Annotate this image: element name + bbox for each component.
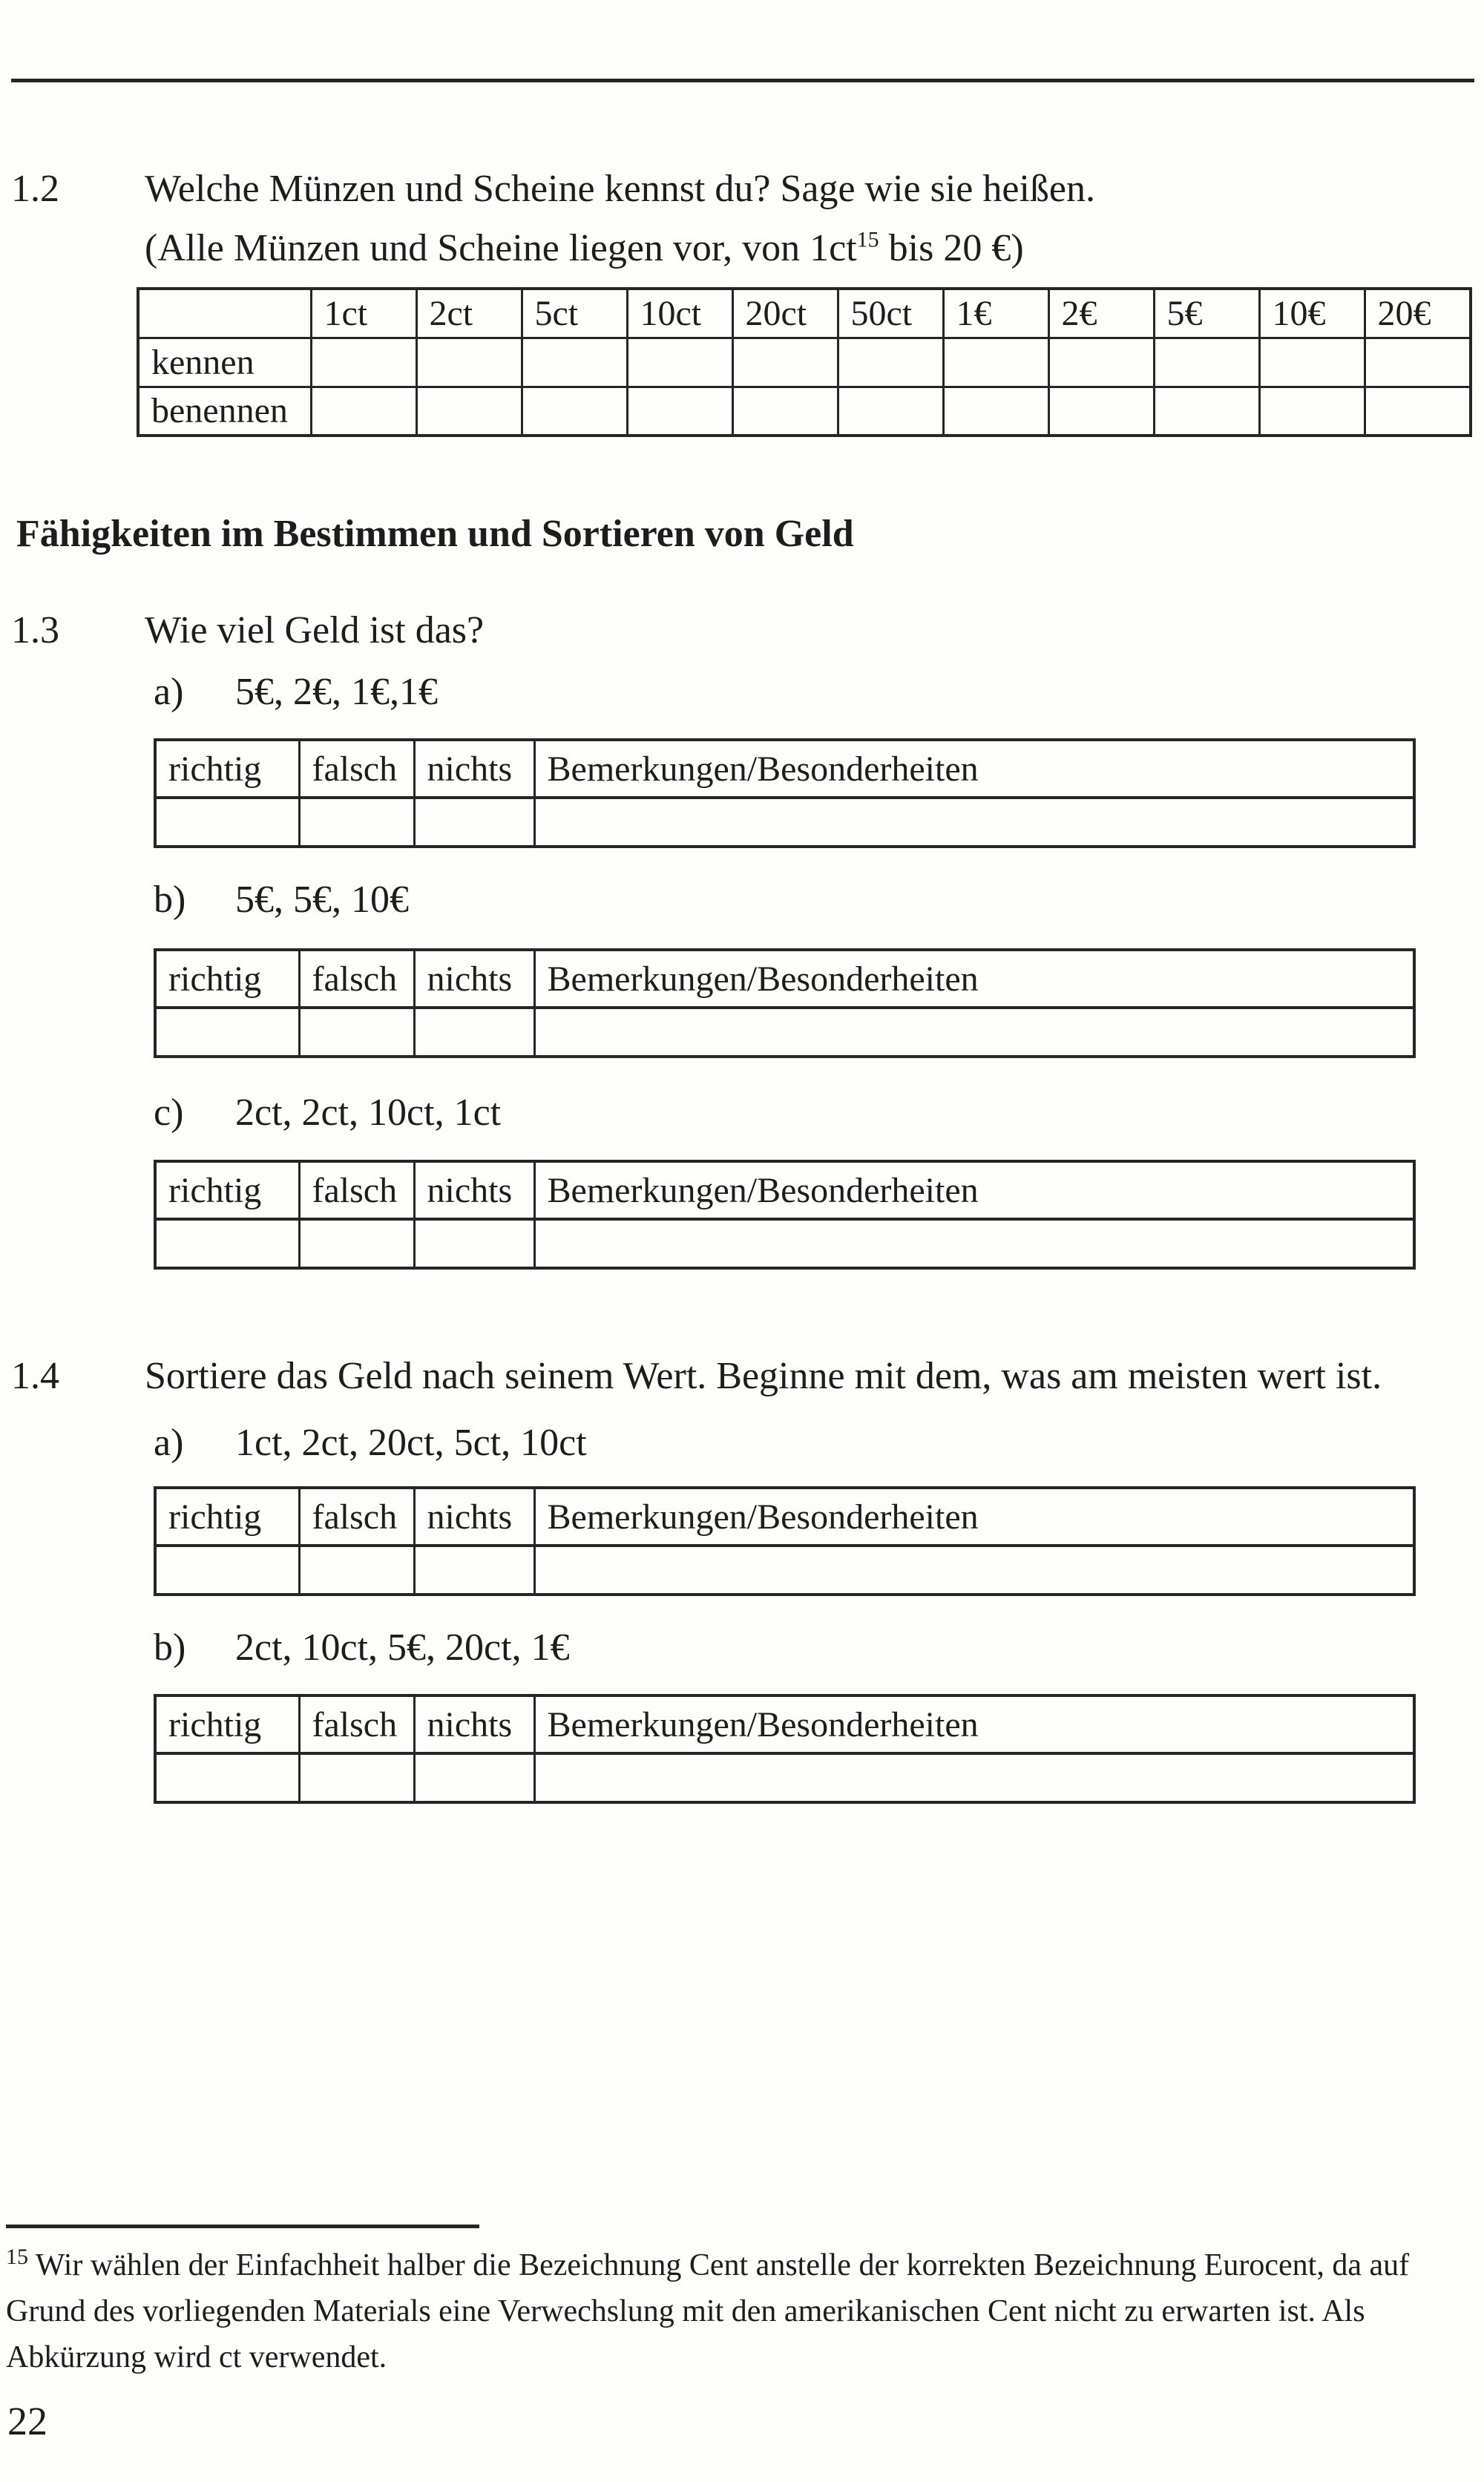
empty-cell xyxy=(943,387,1048,436)
empty-cell xyxy=(299,1546,414,1595)
eval-empty-row xyxy=(155,1753,1414,1802)
empty-cell xyxy=(311,338,416,387)
empty-cell xyxy=(838,338,943,387)
eval-empty-row xyxy=(155,1546,1414,1595)
empty-cell xyxy=(522,338,627,387)
empty-cell xyxy=(534,1008,1414,1057)
coin-header-10eur: 10€ xyxy=(1259,289,1365,338)
evaluation-table-1-4-a xyxy=(154,1486,1416,1596)
row-label-kennen: kennen xyxy=(138,338,311,387)
empty-cell xyxy=(299,798,414,847)
coin-table-row-benennen xyxy=(138,387,1471,436)
section-1-3 xyxy=(11,601,484,660)
empty-cell xyxy=(732,338,838,387)
coin-header-10ct: 10ct xyxy=(627,289,732,338)
section-1-2 xyxy=(11,160,1095,278)
section-heading: Fähigkeiten im Bestimmen und Sortieren von Geld xyxy=(16,513,854,555)
empty-cell xyxy=(416,338,522,387)
eval-header-bemerkungen: Bemerkungen/Besonderheiten xyxy=(534,950,1414,1008)
item-text: 5€, 5€, 10€ xyxy=(235,879,409,921)
eval-header-richtig: richtig xyxy=(155,950,299,1008)
item-label: b) xyxy=(154,1626,186,1669)
coin-header-20ct: 20ct xyxy=(732,289,838,338)
empty-cell xyxy=(1259,387,1365,436)
empty-cell xyxy=(299,1219,414,1268)
footnote-divider-line xyxy=(6,2225,479,2228)
coin-header-2ct: 2ct xyxy=(416,289,522,338)
item-text: 2ct, 10ct, 5€, 20ct, 1€ xyxy=(235,1626,570,1669)
coin-table xyxy=(137,287,1472,437)
item-text: 1ct, 2ct, 20ct, 5ct, 10ct xyxy=(235,1422,587,1464)
footnote-line1 xyxy=(6,2242,1445,2288)
eval-header-nichts: nichts xyxy=(414,1695,534,1753)
footnote xyxy=(6,2242,1445,2380)
section-1-2-line2 xyxy=(145,219,1095,278)
section-1-2-line2-pre: (Alle Münzen und Scheine liegen vor, von 1ct xyxy=(145,227,857,269)
section-1-3-number: 1.3 xyxy=(11,609,59,651)
eval-header-nichts: nichts xyxy=(414,1161,534,1219)
section-1-4 xyxy=(11,1347,1382,1406)
footnote-text-line3: Abkürzung wird ct verwendet. xyxy=(6,2340,387,2374)
item-label: c) xyxy=(154,1091,184,1134)
page-number: 22 xyxy=(7,2399,47,2443)
coin-header-5eur: 5€ xyxy=(1154,289,1259,338)
item-1-4-a xyxy=(154,1417,587,1469)
empty-cell xyxy=(627,338,732,387)
empty-cell xyxy=(1048,338,1154,387)
empty-cell xyxy=(414,1546,534,1595)
footnote-text-line1: Wir wählen der Einfachheit halber die Bezeichnung Cent anstelle der korrekten Bezeichnung Eurocent, da auf xyxy=(35,2248,1410,2282)
empty-cell xyxy=(534,1219,1414,1268)
eval-header-richtig: richtig xyxy=(155,1161,299,1219)
empty-cell xyxy=(1365,338,1471,387)
empty-cell xyxy=(522,387,627,436)
empty-cell xyxy=(311,387,416,436)
footnote-reference-15: 15 xyxy=(856,227,879,252)
eval-header-bemerkungen: Bemerkungen/Besonderheiten xyxy=(534,1488,1414,1546)
eval-header-nichts: nichts xyxy=(414,740,534,798)
empty-cell xyxy=(155,798,299,847)
coin-table-row-kennen xyxy=(138,338,1471,387)
eval-header-bemerkungen: Bemerkungen/Besonderheiten xyxy=(534,1695,1414,1753)
empty-cell xyxy=(414,1753,534,1802)
section-1-2-number: 1.2 xyxy=(11,168,59,210)
footnote-text-line2: Grund des vorliegenden Materials eine Verwechslung mit den amerikanischen Cent nicht zu erwarten ist. Als xyxy=(6,2294,1365,2328)
eval-header-falsch: falsch xyxy=(299,1161,414,1219)
eval-header-bemerkungen: Bemerkungen/Besonderheiten xyxy=(534,740,1414,798)
eval-header-row xyxy=(155,950,1414,1008)
footnote-marker: 15 xyxy=(6,2245,28,2269)
eval-empty-row xyxy=(155,798,1414,847)
evaluation-table-1-3-a xyxy=(154,738,1416,848)
empty-cell xyxy=(1259,338,1365,387)
section-1-3-title: Wie viel Geld ist das? xyxy=(145,609,485,651)
item-label: a) xyxy=(154,671,184,713)
empty-cell xyxy=(943,338,1048,387)
coin-header-1eur: 1€ xyxy=(943,289,1048,338)
item-text: 2ct, 2ct, 10ct, 1ct xyxy=(235,1091,502,1134)
coin-header-2eur: 2€ xyxy=(1048,289,1154,338)
empty-cell xyxy=(534,1753,1414,1802)
eval-empty-row xyxy=(155,1219,1414,1268)
eval-header-richtig: richtig xyxy=(155,1695,299,1753)
empty-cell xyxy=(414,798,534,847)
coin-table-corner-cell xyxy=(138,289,311,338)
item-1-4-b xyxy=(154,1622,570,1674)
eval-header-row xyxy=(155,740,1414,798)
empty-cell xyxy=(155,1546,299,1595)
empty-cell xyxy=(1365,387,1471,436)
evaluation-table-1-3-c xyxy=(154,1160,1416,1270)
eval-header-richtig: richtig xyxy=(155,740,299,798)
empty-cell xyxy=(1048,387,1154,436)
empty-cell xyxy=(414,1219,534,1268)
empty-cell xyxy=(1154,338,1259,387)
section-1-2-text xyxy=(145,160,1095,278)
eval-header-richtig: richtig xyxy=(155,1488,299,1546)
evaluation-table-1-4-b xyxy=(154,1694,1416,1804)
empty-cell xyxy=(155,1219,299,1268)
empty-cell xyxy=(299,1008,414,1057)
empty-cell xyxy=(416,387,522,436)
eval-header-row xyxy=(155,1488,1414,1546)
coin-header-5ct: 5ct xyxy=(522,289,627,338)
coin-header-1ct: 1ct xyxy=(311,289,416,338)
eval-header-row xyxy=(155,1695,1414,1753)
coin-table-header-row xyxy=(138,289,1471,338)
eval-header-falsch: falsch xyxy=(299,950,414,1008)
item-1-3-a xyxy=(154,666,438,718)
empty-cell xyxy=(534,1546,1414,1595)
empty-cell xyxy=(838,387,943,436)
coin-header-20eur: 20€ xyxy=(1365,289,1471,338)
eval-header-row xyxy=(155,1161,1414,1219)
section-1-2-line1: Welche Münzen und Scheine kennst du? Sage wie sie heißen. xyxy=(145,168,1095,210)
coin-header-50ct: 50ct xyxy=(838,289,943,338)
section-1-4-number: 1.4 xyxy=(11,1355,59,1397)
item-label: b) xyxy=(154,879,186,921)
eval-header-falsch: falsch xyxy=(299,1695,414,1753)
eval-empty-row xyxy=(155,1008,1414,1057)
evaluation-table-1-3-b xyxy=(154,948,1416,1058)
eval-header-falsch: falsch xyxy=(299,1488,414,1546)
item-label: a) xyxy=(154,1422,184,1464)
top-divider-line xyxy=(11,79,1474,82)
empty-cell xyxy=(414,1008,534,1057)
eval-header-falsch: falsch xyxy=(299,740,414,798)
item-1-3-b xyxy=(154,874,409,926)
section-1-2-line2-post: bis 20 €) xyxy=(879,227,1024,269)
row-label-benennen: benennen xyxy=(138,387,311,436)
empty-cell xyxy=(299,1753,414,1802)
empty-cell xyxy=(627,387,732,436)
item-1-3-c xyxy=(154,1087,501,1139)
item-text: 5€, 2€, 1€,1€ xyxy=(235,671,438,713)
eval-header-nichts: nichts xyxy=(414,950,534,1008)
empty-cell xyxy=(534,798,1414,847)
empty-cell xyxy=(732,387,838,436)
empty-cell xyxy=(155,1008,299,1057)
eval-header-bemerkungen: Bemerkungen/Besonderheiten xyxy=(534,1161,1414,1219)
empty-cell xyxy=(155,1753,299,1802)
eval-header-nichts: nichts xyxy=(414,1488,534,1546)
section-1-4-title: Sortiere das Geld nach seinem Wert. Beginne mit dem, was am meisten wert ist. xyxy=(145,1355,1382,1397)
empty-cell xyxy=(1154,387,1259,436)
